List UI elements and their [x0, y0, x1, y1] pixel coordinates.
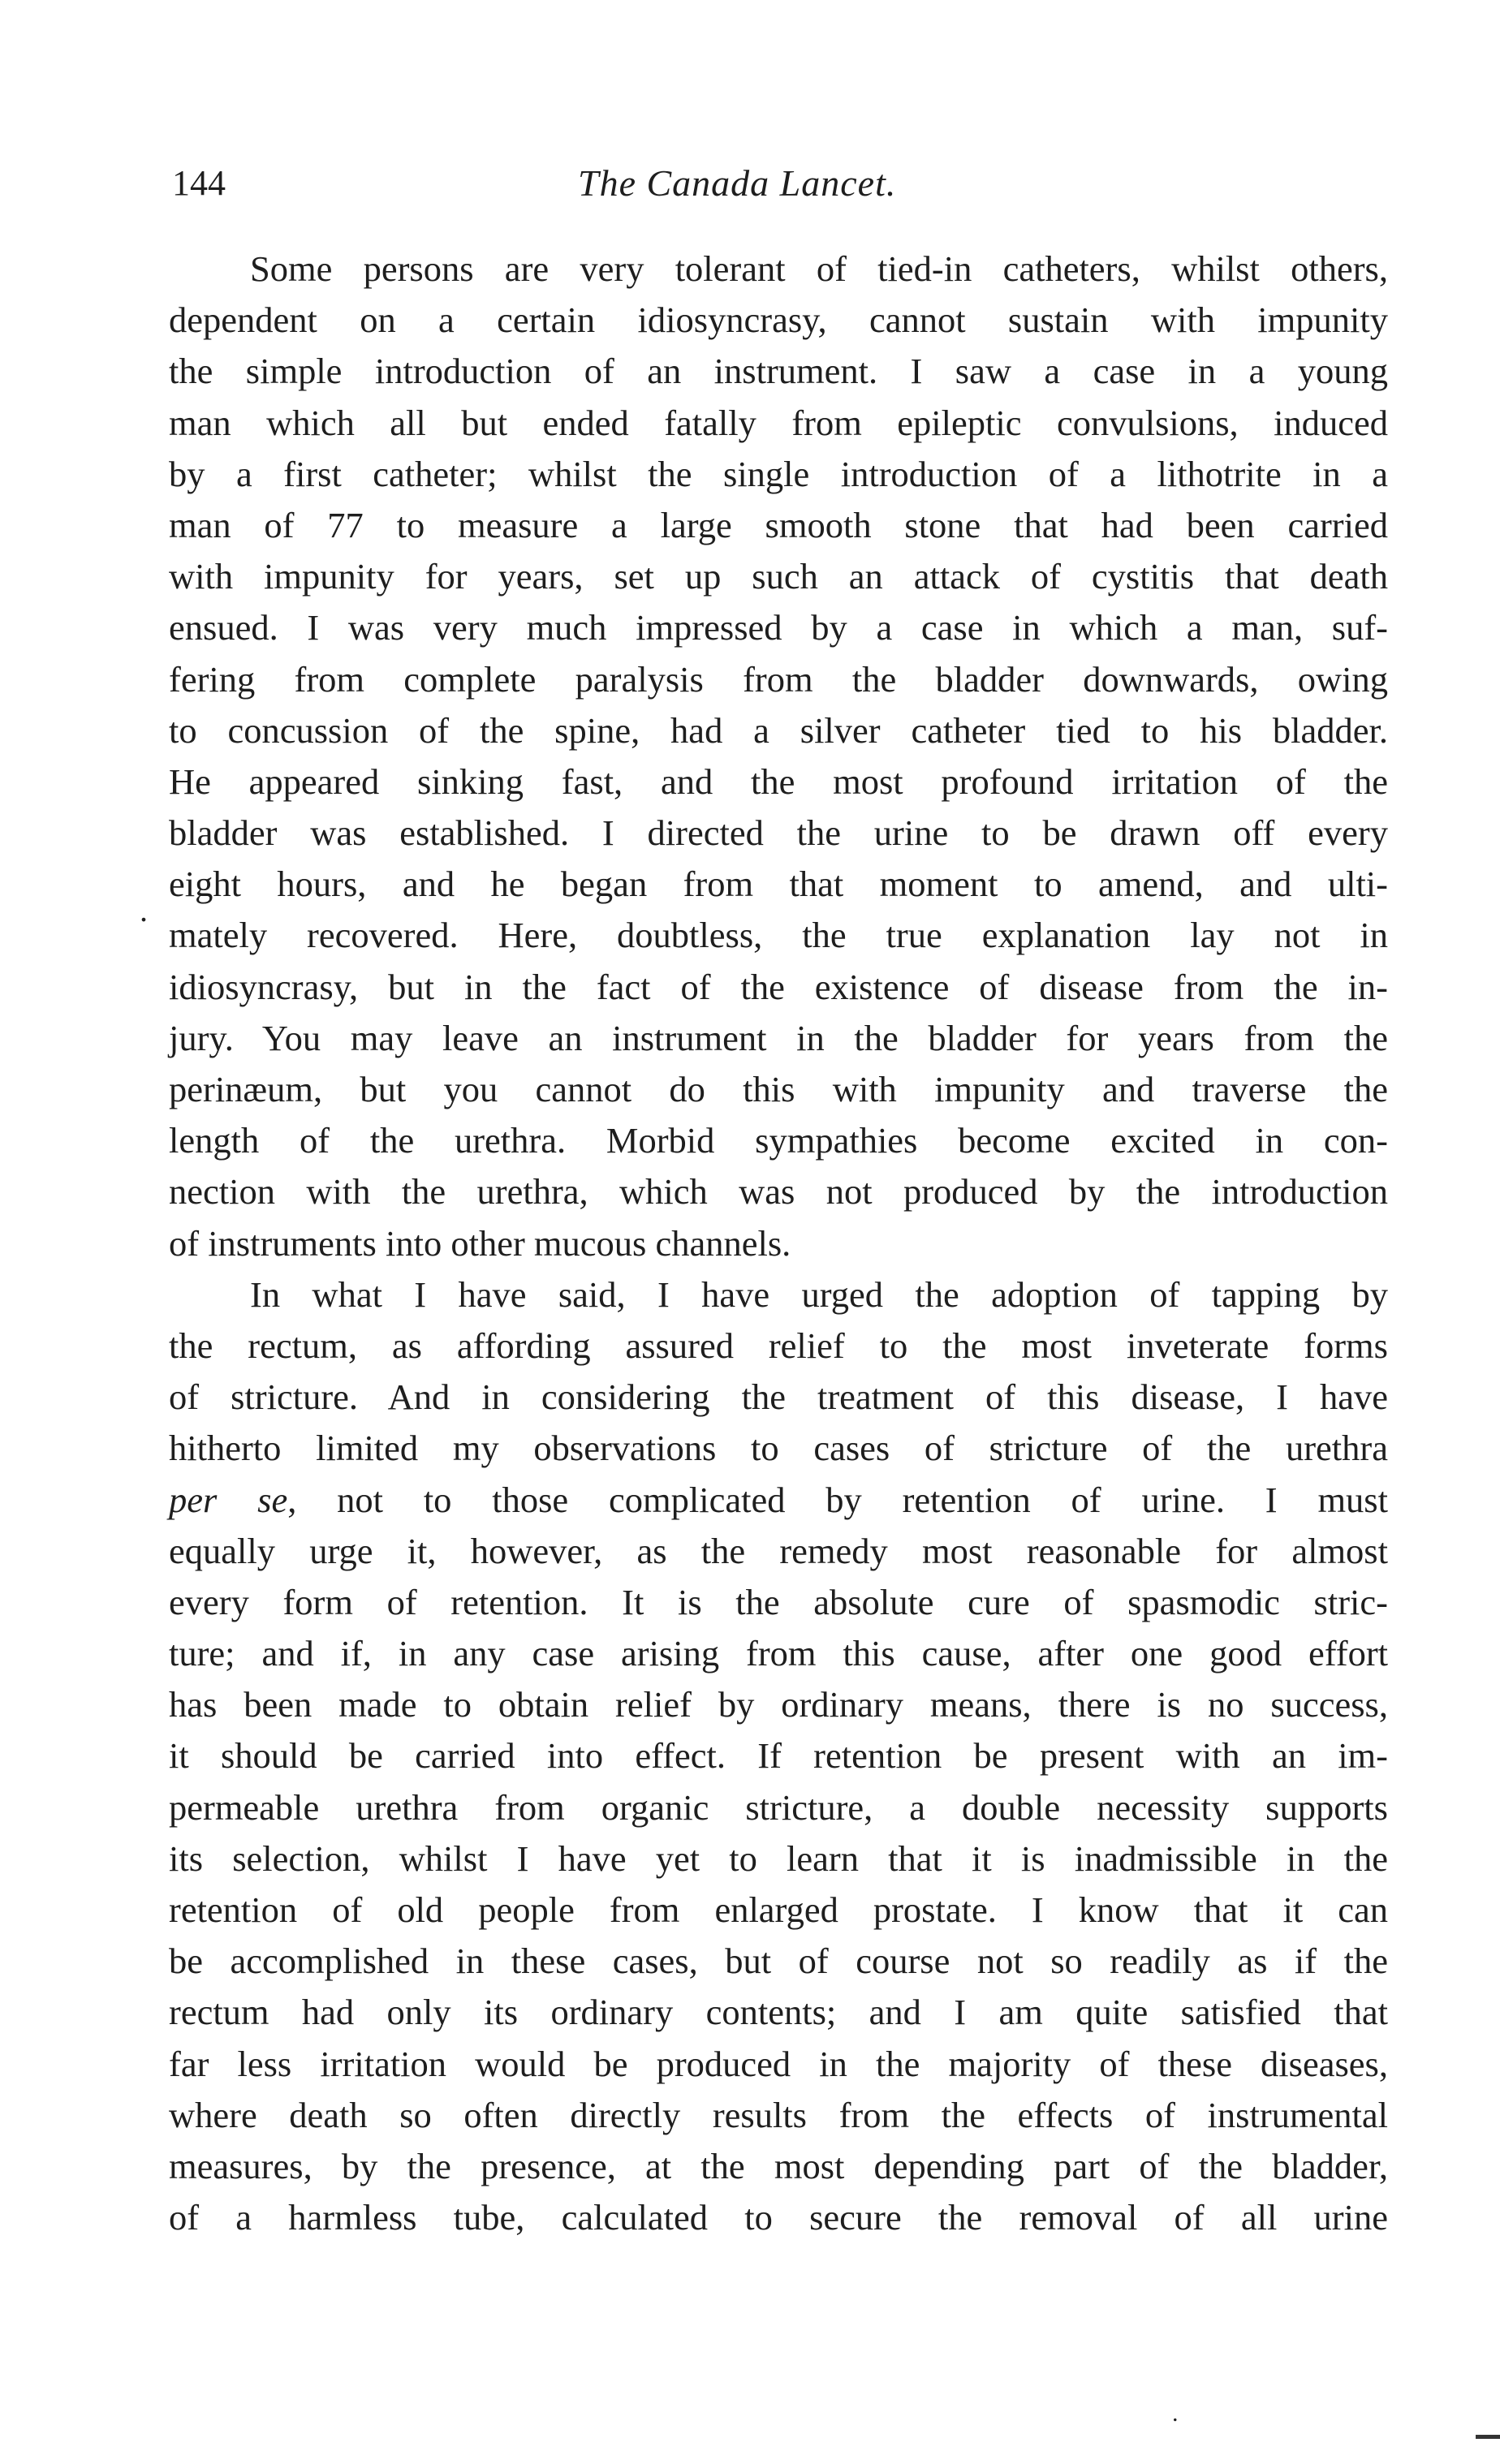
- text-line: man of 77 to measure a large smooth stone that had been carried: [169, 504, 1388, 545]
- page-number: 144: [172, 163, 226, 203]
- text-line: far less irritation would be produced in the majority of these diseases,: [169, 2043, 1388, 2084]
- text-line: equally urge it, however, as the remedy most reasonable for almost: [169, 1530, 1388, 1571]
- text-line: the rectum, as affording assured relief to the most inveterate forms: [169, 1325, 1388, 1366]
- text-line: the simple introduction of an instrument. I saw a case in a young: [169, 351, 1388, 392]
- text-line: retention of old people from enlarged prostate. I know that it can: [169, 1889, 1388, 1930]
- margin-dot: .: [140, 892, 148, 928]
- text-line: measures, by the presence, at the most depending part of the bladder,: [169, 2145, 1388, 2186]
- text-line: ensued. I was very much impressed by a case in which a man, suf-: [169, 607, 1388, 648]
- text-line: fering from complete paralysis from the bladder downwards, owing: [169, 658, 1388, 700]
- text-line: nection with the urethra, which was not produced by the introduction: [169, 1171, 1388, 1213]
- text-line: of stricture. And in considering the treatment of this disease, I have: [169, 1376, 1388, 1418]
- text-line: to concussion of the spine, had a silver catheter tied to his bladder.: [169, 709, 1388, 751]
- text-line: permeable urethra from organic stricture, a double necessity supports: [169, 1786, 1388, 1828]
- text-line: by a first catheter; whilst the single introduction of a lithotrite in a: [169, 453, 1388, 494]
- text-line: In what I have said, I have urged the adoption of tapping by: [250, 1273, 1388, 1315]
- text-line: Some persons are very tolerant of tied-in catheters, whilst others,: [250, 248, 1388, 289]
- text-line: hitherto limited my observations to cases of stricture of the urethra: [169, 1428, 1388, 1469]
- text-line: man which all but ended fatally from epileptic convulsions, induced: [169, 402, 1388, 443]
- text-line: of instruments into other mucous channels.: [169, 1222, 791, 1264]
- page-edge-mark: [1476, 2435, 1500, 2439]
- text-line: bladder was established. I directed the urine to be drawn off every: [169, 812, 1388, 854]
- paragraph-1: [169, 243, 1388, 1269]
- text-line: has been made to obtain relief by ordinary means, there is no success,: [169, 1684, 1388, 1725]
- margin-dot: .: [1172, 2400, 1179, 2427]
- body-text: [169, 243, 1388, 2243]
- text-line: with impunity for years, set up such an attack of cystitis that death: [169, 556, 1388, 597]
- text-line: its selection, whilst I have yet to learn that it is inadmissible in the: [169, 1837, 1388, 1879]
- text-line: rectum had only its ordinary contents; and I am quite satisfied that: [169, 1992, 1388, 2033]
- text-line: it should be carried into effect. If retention be present with an im-: [169, 1735, 1388, 1777]
- paragraph-2: [169, 1269, 1388, 2244]
- text-line: ture; and if, in any case arising from this cause, after one good effort: [169, 1633, 1388, 1674]
- text-line: mately recovered. Here, doubtless, the true explanation lay not in: [169, 915, 1388, 956]
- text-line: be accomplished in these cases, but of course not so readily as if the: [169, 1941, 1388, 1982]
- text-line: of a harmless tube, calculated to secure the removal of all urine: [169, 2197, 1388, 2238]
- text-line: idiosyncrasy, but in the fact of the existence of disease from the in-: [169, 966, 1388, 1007]
- text-line: length of the urethra. Morbid sympathies become excited in con-: [169, 1120, 1388, 1161]
- italic-phrase: per se: [169, 1479, 288, 1520]
- text-line: perinæum, but you cannot do this with impunity and traverse the: [169, 1069, 1388, 1109]
- text-line: jury. You may leave an instrument in the bladder for years from the: [169, 1017, 1388, 1058]
- text-line: every form of retention. It is the absolute cure of spasmodic stric-: [169, 1581, 1388, 1622]
- text-line: dependent on a certain idiosyncrasy, cannot sustain with impunity: [169, 299, 1388, 341]
- text-line: He appeared sinking fast, and the most profound irritation of the: [169, 760, 1388, 802]
- running-head: [172, 159, 1373, 208]
- text-line: per se, not to those complicated by retention of urine. I must: [169, 1479, 1388, 1520]
- text-line: where death so often directly results from the effects of instrumental: [169, 2094, 1388, 2135]
- journal-title: The Canada Lancet.: [578, 162, 897, 204]
- text-line: eight hours, and he began from that moment to amend, and ulti-: [169, 864, 1388, 905]
